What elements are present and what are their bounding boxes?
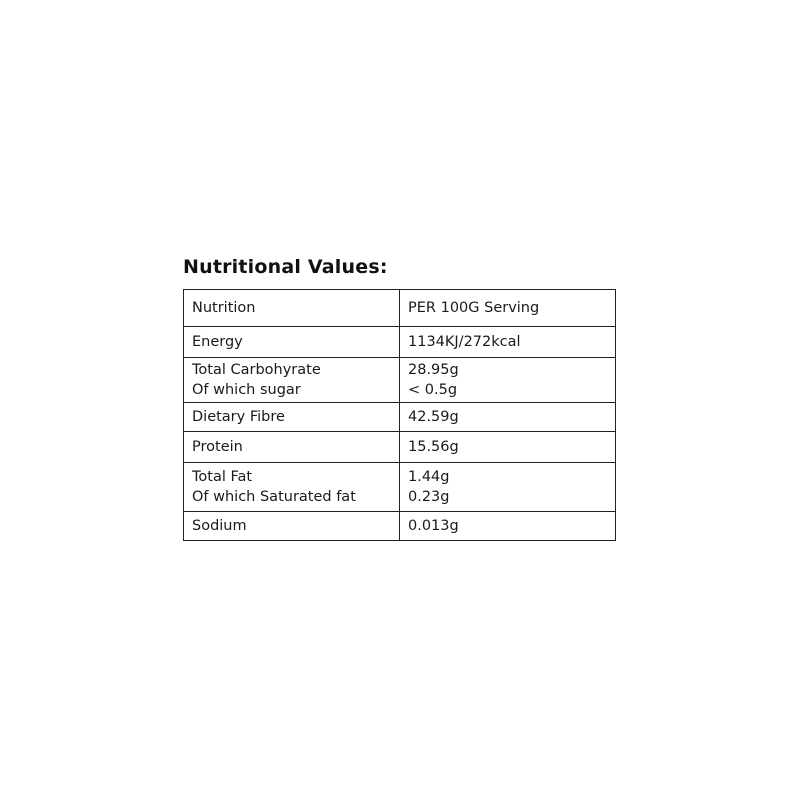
nutrient-amount: 1.44g <box>408 469 450 485</box>
nutrient-label: Total Carbohyrate <box>192 362 321 378</box>
nutrient-value <box>400 403 616 432</box>
nutrient-amount: 15.56g <box>408 439 459 455</box>
nutrition-table <box>183 289 616 541</box>
table-row-energy <box>184 327 616 358</box>
table-row-sodium <box>184 512 616 541</box>
table-row-fat <box>184 463 616 512</box>
nutrient-value <box>400 432 616 463</box>
nutrient-label: Dietary Fibre <box>192 409 285 425</box>
nutrient-value <box>400 512 616 541</box>
header-nutrition: Nutrition <box>184 290 400 327</box>
nutrient-name <box>184 327 400 358</box>
nutrient-subamount: 0.23g <box>408 489 450 505</box>
nutrient-label: Sodium <box>192 518 247 534</box>
table-row-protein <box>184 432 616 463</box>
nutrient-label: Protein <box>192 439 243 455</box>
nutrient-name <box>184 512 400 541</box>
nutrient-subamount: < 0.5g <box>408 382 458 398</box>
nutrient-value <box>400 463 616 512</box>
nutrient-sublabel: Of which sugar <box>192 382 301 398</box>
nutrient-name <box>184 463 400 512</box>
table-header-row <box>184 290 616 327</box>
nutrient-name <box>184 358 400 403</box>
nutrient-label: Energy <box>192 334 243 350</box>
nutrient-label: Total Fat <box>192 469 253 485</box>
page-title: Nutritional Values: <box>183 256 388 278</box>
nutrient-amount: 0.013g <box>408 518 459 534</box>
header-per-100g: PER 100G Serving <box>400 290 616 327</box>
nutrient-amount: 28.95g <box>408 362 459 378</box>
table-row-fibre <box>184 403 616 432</box>
nutrient-amount: 1134KJ/272kcal <box>408 334 521 350</box>
nutrient-amount: 42.59g <box>408 409 459 425</box>
table-row-carbohydrate <box>184 358 616 403</box>
nutrient-name <box>184 403 400 432</box>
nutrient-value <box>400 327 616 358</box>
nutrient-value <box>400 358 616 403</box>
nutrient-sublabel: Of which Saturated fat <box>192 489 356 505</box>
nutrient-name <box>184 432 400 463</box>
